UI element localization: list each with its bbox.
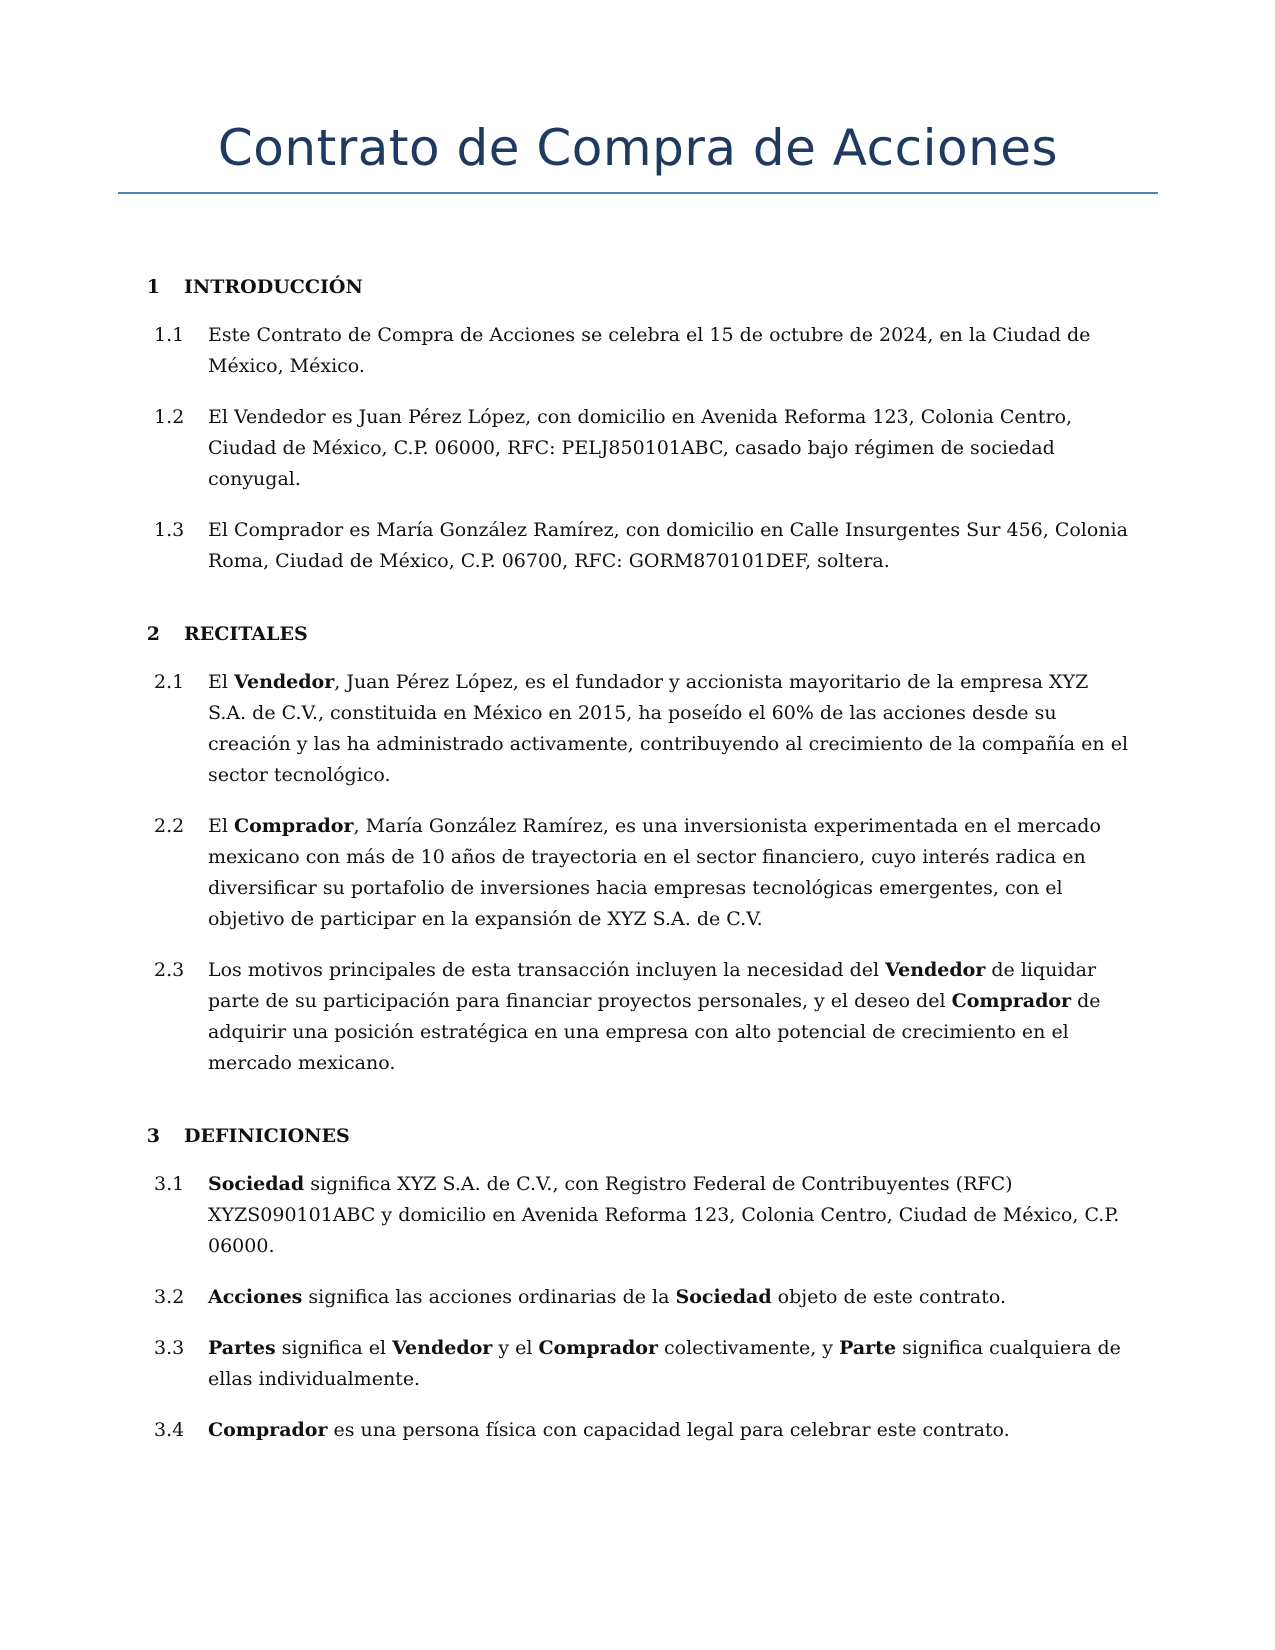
section-heading-text: RECITALES — [184, 623, 308, 645]
clause-number: 2.1 — [154, 671, 185, 693]
clause-text — [208, 1333, 1128, 1395]
clause-text — [208, 955, 1128, 1079]
clause-2.1 — [118, 667, 1128, 791]
clause-text — [208, 667, 1128, 791]
section-heading — [118, 272, 1128, 303]
defined-term: Vendedor — [885, 959, 986, 981]
clause-text — [208, 402, 1128, 495]
clause-text-run: El — [208, 815, 234, 837]
clause-2.2 — [118, 811, 1128, 935]
clause-text-run: significa cualquiera de ellas individualmente. — [208, 1337, 1121, 1390]
section-heading-text: INTRODUCCIÓN — [184, 276, 363, 298]
clause-number: 3.1 — [154, 1173, 185, 1195]
clause-text-run: y el — [492, 1337, 539, 1359]
clause-text-run: objeto de este contrato. — [771, 1286, 1007, 1308]
section-1 — [118, 272, 1128, 577]
defined-term: Comprador — [208, 1419, 328, 1441]
defined-term: Comprador — [538, 1337, 658, 1359]
clause-text-run: El Vendedor es Juan Pérez López, con domicilio en Avenida Reforma 123, Colonia Centro, Ciudad de México, C.P. 06000, RFC: PELJ850101ABC, casado bajo régimen de sociedad conyugal. — [208, 406, 1073, 490]
section-number: 1 — [146, 276, 160, 298]
section-number: 2 — [146, 623, 160, 645]
clause-1.2 — [118, 402, 1128, 495]
defined-term: Partes — [208, 1337, 276, 1359]
clause-text — [208, 1282, 1128, 1313]
clause-text-run: significa XYZ S.A. de C.V., con Registro Federal de Contribuyentes (RFC) XYZS090101ABC y domicilio en Avenida Reforma 123, Colonia Centro, Ciudad de México, C.P. 06000. — [208, 1173, 1120, 1257]
clause-text-run: significa el — [275, 1337, 393, 1359]
clause-3.1 — [118, 1169, 1128, 1262]
section-number: 3 — [146, 1125, 160, 1147]
defined-term: Acciones — [208, 1286, 303, 1308]
clause-3.2 — [118, 1282, 1128, 1313]
clause-3.4 — [118, 1415, 1128, 1446]
clause-3.3 — [118, 1333, 1128, 1395]
defined-term: Comprador — [234, 815, 354, 837]
defined-term: Parte — [839, 1337, 897, 1359]
clause-text-run: El — [208, 671, 234, 693]
clause-text — [208, 1169, 1128, 1262]
clause-text-run: Los motivos principales de esta transacción incluyen la necesidad del — [208, 959, 886, 981]
document-title: Contrato de Compra de Acciones — [217, 119, 1059, 177]
clause-text — [208, 320, 1128, 382]
title-underline — [118, 192, 1158, 194]
clause-text-run: Este Contrato de Compra de Acciones se celebra el 15 de octubre de 2024, en la Ciudad de México, México. — [208, 324, 1091, 377]
clause-number: 3.4 — [154, 1419, 185, 1441]
defined-term: Comprador — [951, 990, 1072, 1012]
clause-text — [208, 1415, 1128, 1446]
clause-number: 3.2 — [154, 1286, 185, 1308]
clause-number: 2.3 — [154, 959, 185, 981]
clause-2.3 — [118, 955, 1128, 1079]
clause-text-run: , María González Ramírez, es una inversionista experimentada en el mercado mexicano con más de 10 años de trayectoria en el sector financiero, cuyo interés radica en diversificar su portafolio de inversiones hacia empresas tecnológicas emergentes, con el objetivo de participar en la expansión de XYZ S.A. de C.V. — [208, 815, 1101, 930]
clause-number: 1.3 — [154, 519, 185, 541]
clause-text — [208, 811, 1128, 935]
clause-text — [208, 515, 1128, 577]
document-body — [118, 272, 1128, 1488]
clause-text-run: significa las acciones ordinarias de la — [302, 1286, 676, 1308]
section-2 — [118, 619, 1128, 1079]
clause-text-run: de adquirir una posición estratégica en una empresa con alto potencial de crecimiento en el mercado mexicano. — [208, 990, 1101, 1074]
defined-term: Vendedor — [234, 671, 335, 693]
clause-text-run: es una persona física con capacidad legal para celebrar este contrato. — [327, 1419, 1010, 1441]
clause-1.1 — [118, 320, 1128, 382]
clause-text-run: El Comprador es María González Ramírez, con domicilio en Calle Insurgentes Sur 456, Colonia Roma, Ciudad de México, C.P. 06700, RFC: GORM870101DEF, soltera. — [208, 519, 1128, 572]
clause-text-run: colectivamente, y — [657, 1337, 840, 1359]
section-heading-text: DEFINICIONES — [184, 1125, 350, 1147]
clause-number: 1.1 — [154, 324, 185, 346]
defined-term: Vendedor — [392, 1337, 493, 1359]
clause-text-run: de liquidar parte de su participación para financiar proyectos personales, y el deseo del — [208, 959, 1097, 1012]
defined-term: Sociedad — [675, 1286, 772, 1308]
defined-term: Sociedad — [208, 1173, 305, 1195]
section-heading — [118, 1121, 1128, 1152]
clause-number: 3.3 — [154, 1337, 185, 1359]
clause-1.3 — [118, 515, 1128, 577]
clause-text-run: , Juan Pérez López, es el fundador y accionista mayoritario de la empresa XYZ S.A. de C.V., constituida en México en 2015, ha poseído el 60% de las acciones desde su creación y las ha administrado activamente, contribuyendo al crecimiento de la compañía en el sector tecnológico. — [208, 671, 1129, 786]
clause-number: 2.2 — [154, 815, 185, 837]
section-3 — [118, 1121, 1128, 1446]
section-heading — [118, 619, 1128, 650]
clause-number: 1.2 — [154, 406, 185, 428]
